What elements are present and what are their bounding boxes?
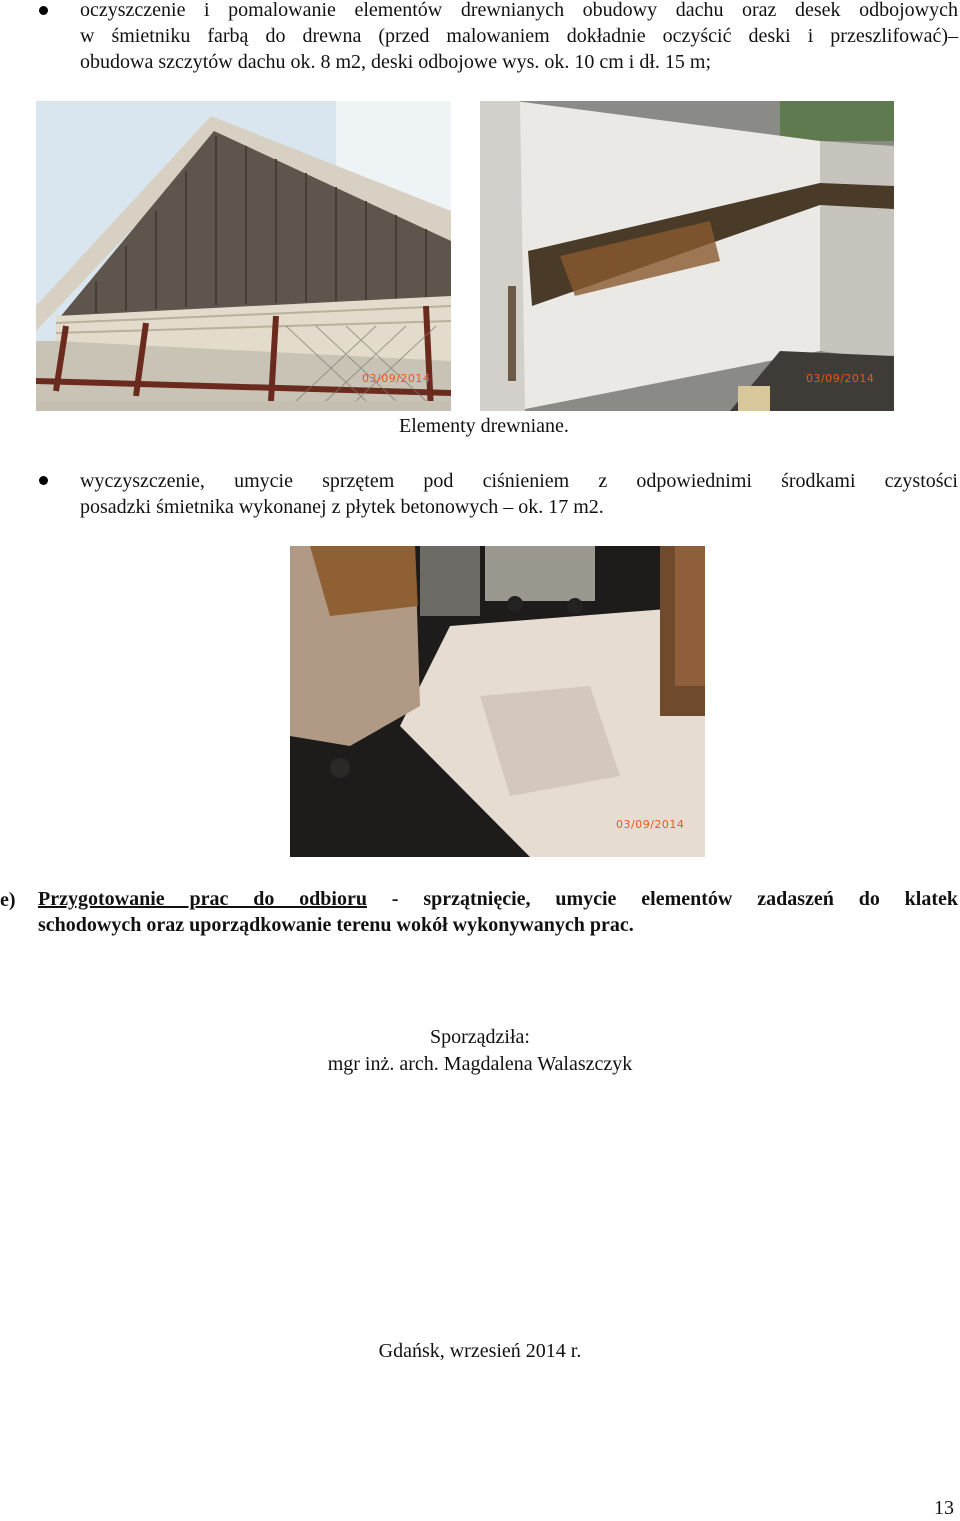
section-e-line-1-rest: - sprzątnięcie, umycie elementów zadaszeń do klatek: [366, 888, 959, 910]
photo-date-stamp: 03/09/2014: [362, 372, 431, 385]
bullet-2-line-2: posadzki śmietnika wykonanej z płytek betonowych – ok. 17 m2.: [80, 496, 604, 518]
section-e-title: Przygotowanie prac do odbioru: [38, 888, 367, 910]
section-e-line-1: [38, 886, 958, 912]
floor-photo: [290, 546, 705, 857]
wall-board-photo: [480, 101, 894, 411]
bullet-1-line-1: oczyszczenie i pomalowanie elementów drewnianych obudowy dachu oraz desek odbojowych: [80, 0, 958, 21]
bullet-1-text: [80, 0, 958, 75]
bullet-dot: [39, 476, 48, 485]
signature-name: mgr inż. arch. Magdalena Walaszczyk: [327, 1053, 633, 1075]
photo-date-stamp: 03/09/2014: [616, 818, 685, 831]
photo-caption: Elementy drewniane.: [399, 415, 569, 437]
bullet-2-text: [80, 468, 958, 520]
section-e-text: [38, 886, 958, 938]
bullet-dot: [39, 6, 48, 15]
bullet-1-line-2: w śmietniku farbą do drewna (przed malowaniem dokładnie oczyścić deski i przeszlifować)–: [80, 25, 958, 47]
page-number: 13: [934, 1497, 954, 1519]
place-date: Gdańsk, wrzesień 2014 r.: [378, 1340, 582, 1362]
signature-label: Sporządziła:: [430, 1026, 530, 1048]
bullet-2-line-1: wyczyszczenie, umycie sprzętem pod ciśnieniem z odpowiednimi środkami czystości: [80, 470, 958, 492]
photo-date-stamp: 03/09/2014: [806, 372, 875, 385]
bullet-1-line-3: obudowa szczytów dachu ok. 8 m2, deski odbojowe wys. ok. 10 cm i dł. 15 m;: [80, 51, 712, 73]
section-e-line-2: schodowych oraz uporządkowanie terenu wokół wykonywanych prac.: [38, 914, 634, 936]
section-e-marker: e): [0, 889, 16, 911]
roof-photo: [36, 101, 451, 411]
